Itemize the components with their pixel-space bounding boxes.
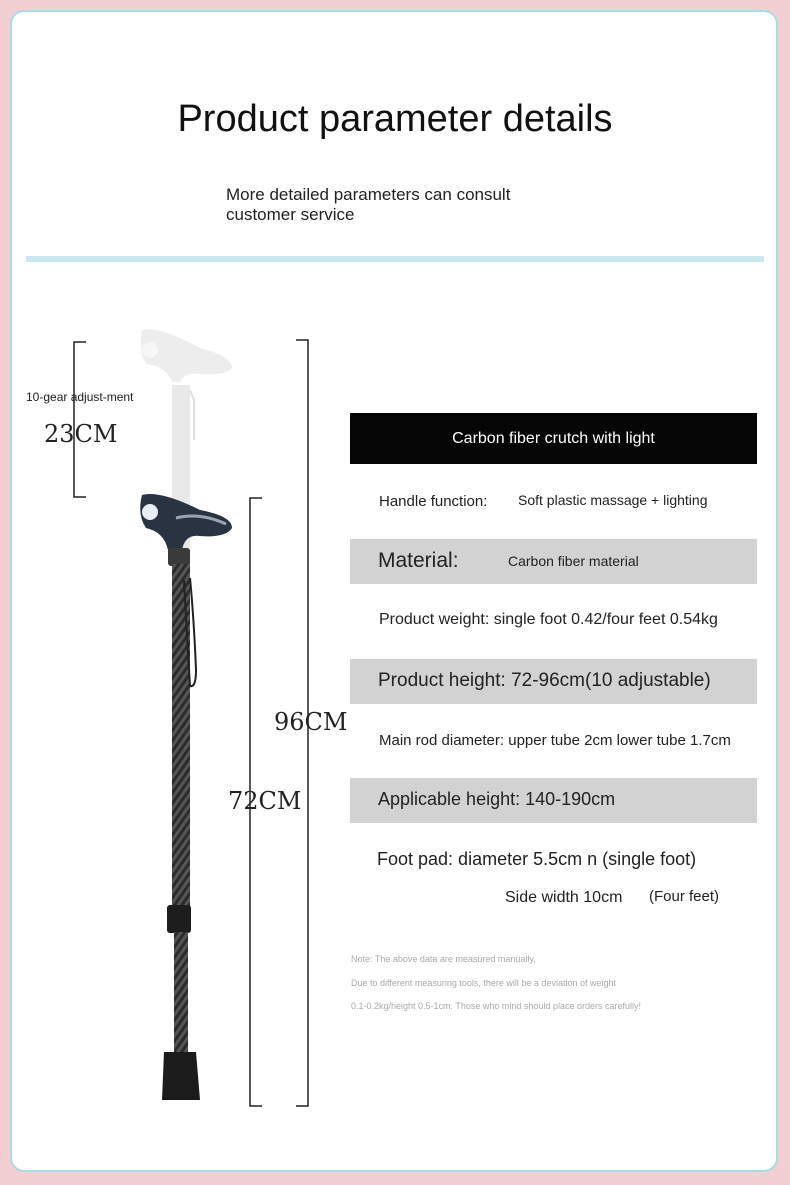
- gear-label: 10-gear adjust-ment: [26, 390, 134, 404]
- subtitle: More detailed parameters can consult customer service: [226, 185, 511, 224]
- diameter-text: Main rod diameter: upper tube 2cm lower tube 1.7cm: [379, 732, 731, 749]
- four-feet-text: (Four feet): [649, 888, 720, 905]
- foot-pad-text: Foot pad: diameter 5.5cm n (single foot): [377, 849, 697, 869]
- divider: [26, 256, 764, 262]
- measure-total-label: 96CM: [274, 708, 348, 736]
- note-line-3: 0.1-0.2kg/height 0.5-1cm. Those who mind should place orders carefully!: [351, 1001, 641, 1011]
- spec-header: [350, 413, 757, 464]
- measure-lower-label: 72CM: [228, 787, 302, 815]
- height-text: Product height: 72-96cm(10 adjustable): [378, 670, 711, 691]
- handle-value: Soft plastic massage + lighting: [518, 492, 708, 508]
- weight-text: Product weight: single foot 0.42/four feet 0.54kg: [379, 611, 718, 628]
- note-line-2: Due to different measuring tools, there will be a deviation of weight: [351, 978, 616, 988]
- foot-pad: [162, 1052, 200, 1100]
- spec-header-text: Carbon fiber crutch with light: [452, 429, 655, 447]
- measure-top-label: 23CM: [44, 420, 118, 448]
- handle-label: Handle function:: [379, 493, 488, 510]
- note-line-1: Note: The above data are measured manually,: [351, 954, 536, 964]
- applicable-text: Applicable height: 140-190cm: [378, 789, 616, 809]
- handle: [140, 494, 232, 566]
- side-width-text: Side width 10cm: [505, 889, 623, 906]
- adjust-collar: [167, 905, 191, 933]
- material-value: Carbon fiber material: [508, 553, 639, 569]
- material-label: Material:: [378, 549, 459, 572]
- lower-tube: [174, 932, 188, 1052]
- page-title: Product parameter details: [177, 98, 613, 140]
- upper-tube: [172, 564, 190, 914]
